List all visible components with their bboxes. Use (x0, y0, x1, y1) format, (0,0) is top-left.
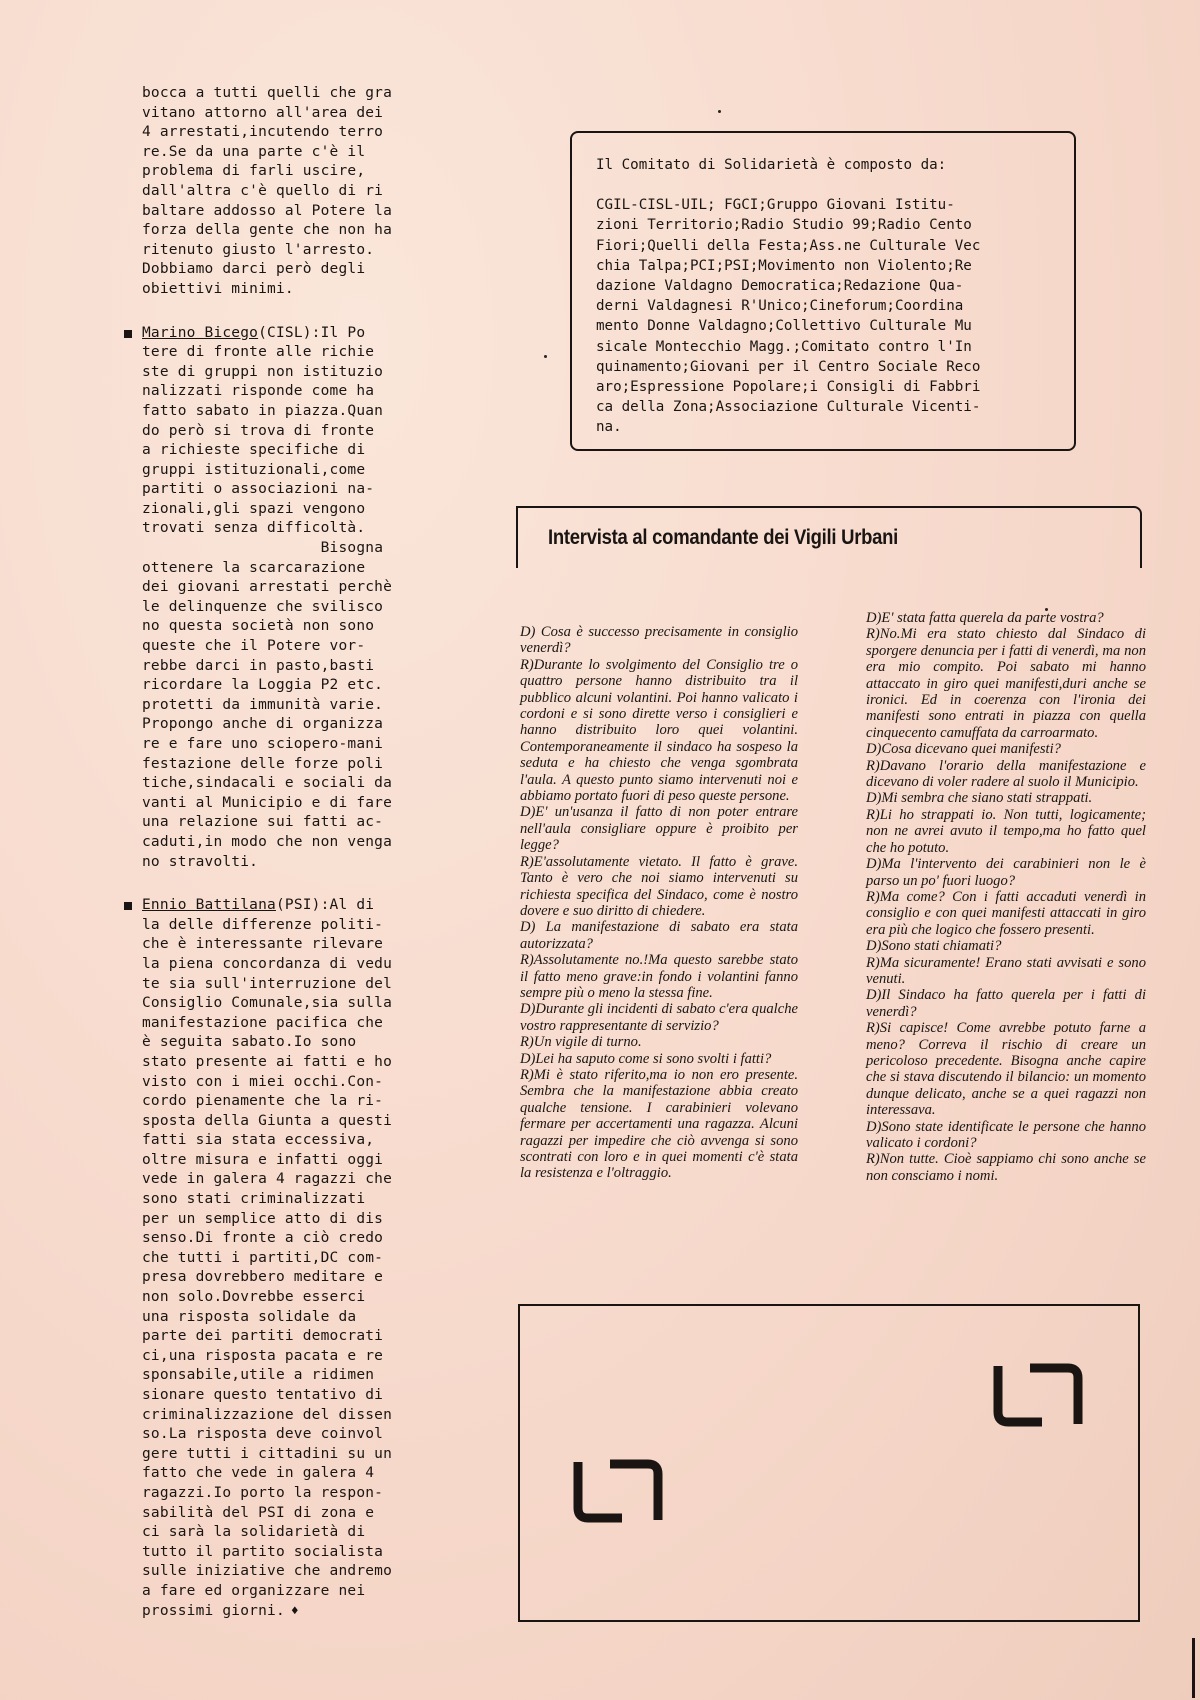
square-bullet-icon (124, 330, 132, 338)
committee-members: CGIL-CISL-UIL; FGCI;Gruppo Giovani Istitu- zioni Territorio;Radio Studio 99;Radio Cento Fiori;Quelli della Festa;Ass.ne Culturale Vec chia Talpa;PCI;PSI;Movimento non Violento;Re dazione Valdagno Democratica;Redazione Qua- derni Valdagnesi R'Unico;Cineforum;Coordina mento Donne Valdagno;Collettivo Culturale Mu sicale Montecchio Magg.;Comitato contro l'In quinamento;Giovani per il Centro Sociale Reco aro;Espressione Popolare;i Consigli di Fabbri ca della Zona;Associazione Culturale Vicenti- na. (596, 197, 981, 436)
speaker-text (142, 896, 430, 1621)
interview-line: D)Sono state identificate le persone che hanno valicato i cordoni? (866, 1118, 1146, 1151)
speaker-text (142, 324, 430, 873)
interview-line: R)E'assolutamente vietato. Il fatto è grave. Tanto è vero che noi siamo intervenuti su richiesta specifica del Sindaco, come è nostro dovere e suo diritto di chiedere. (520, 853, 798, 919)
interview-line: D)E' stata fatta querela da parte vostra? (866, 610, 1104, 626)
interview-line: D)Lei ha saputo come si sono svolti i fatti? (520, 1050, 772, 1067)
interview-header (516, 506, 1142, 568)
interview-right-column (866, 610, 1146, 1184)
interview-line: R)No.Mi era stato chiesto dal Sindaco di sporgere denuncia per i fatti di venerdì, ma non era mio compito. Poi sabato mi hanno attaccato in giro quei manifesti,duri anche se ironici. Ed in coerenza con l'ironia dei manifesti sono entrati in piazza con quella cinquecento camuffata da carroarmato. (866, 626, 1146, 741)
square-bullet-icon (124, 902, 132, 910)
intro-paragraph: bocca a tutti quelli che gra vitano attorno all'area dei 4 arrestati,incutendo terro re.Se da una parte c'è il problema di farli uscire, dall'altra c'è quello di ri baltare addosso al Potere la forza della gente che non ha ritenuto giusto l'arresto. Dobbiamo darci però degli obiettivi minimi. (142, 85, 393, 297)
interview-line: D)Sono stati chiamati? (866, 938, 1002, 955)
interview-line: D)Cosa dicevano quei manifesti? (866, 741, 1061, 758)
interview-line: R)Ma come? Con i fatti accaduti venerdì in consiglio e con quei manifesti attaccati in giro era più che logico che fossero presenti. (866, 888, 1146, 938)
speaker-bicego (110, 324, 430, 873)
print-speck (718, 110, 721, 113)
end-of-article-icon: ♦ (290, 1603, 299, 1619)
interview-line: R)Durante lo svolgimento del Consiglio tre o quattro persone hanno distribuito tra il pubblico alcuni volantini. Poi hanno valicato i cordoni e si sono dirette verso i consiglieri e hanno distribuito loro quei volantini. Contemporaneamente il sindaco ha sospeso la seduta e ha chiesto che venga sgombrata l'aula. A questo punto siamo intervenuti noi e abbiamo portato fuori di peso queste persone. (520, 656, 798, 805)
committee-box (570, 131, 1076, 451)
interview-line: R)Li ho strappati io. Non tutti, logicamente; non ne avrei avuto il tempo,ma ho fatto quel che ho potuto. (866, 806, 1146, 856)
interview-line: R)Si capisce! Come avrebbe potuto farne a meno? Correva il rischio di creare un pericoloso precedente. Bisogna anche capire che si stava discutendo il bilancio: un momento dunque delicato, anche se a quei ragazzi non interessava. (866, 1020, 1146, 1119)
speaker-statement: Al di la delle differenze politi- che è interessante rilevare la piena concordanza di vedu te sia sull'interruzione del Consiglio Comunale,sia sulla manifestazione pacifica che è seguita sabato.Io sono stato presente ai fatti e ho visto con i miei occhi.Con- cordo pienamente che la ri- sposta della Giunta a questi fatti sia stata eccessiva, oltre misura e infatti oggi vede in galera 4 ragazzi che sono stati criminalizzati per un semplice atto di dis senso.Di fronte a ciò credo che tutti i partiti,DC com- presa dovrebbero meditare e non solo.Dovrebbe esserci una risposta solidale da parte dei partiti democrati ci,una risposta pacata e re sponsabile,utile a ridimen sionare questo tentativo di criminalizzazione del dissen so.La risposta deve coinvol gere tutti i cittadini su un fatto che vede in galera 4 ragazzi.Io porto la respon- sabilità del PSI di zona e ci sarà la solidarietà di tutto il partito socialista sulle iniziative che andremo a fare ed organizzare nei prossimi giorni. (142, 897, 393, 1619)
stylized-logo-icon (990, 1360, 1086, 1430)
interview-left-column (520, 624, 798, 1182)
interview-line: D)Durante gli incidenti di sabato c'era qualche vostro rappresentante di servizio? (520, 1001, 798, 1034)
interview-line: R)Assolutamente no.!Ma questo sarebbe stato il fatto meno grave:in fondo i volantini fanno sempre più o meno la stessa fine. (520, 952, 798, 1001)
speaker-name: Ennio Battilana (142, 897, 276, 914)
speaker-name: Marino Bicego (142, 324, 259, 341)
interview-line: D) Cosa è successo precisamente in consiglio venerdì? (520, 624, 798, 657)
page-edge-rule (1192, 1638, 1195, 1698)
interview-line: D)E' un'usanza il fatto di non poter entrare nell'aula consigliare oppure è proibito per legge? (520, 804, 798, 854)
interview-line: R)Davano l'orario della manifestazione e dicevano di voler radere al suolo il Municipio. (866, 757, 1146, 791)
interview-line: D)Mi sembra che siano stati strappati. (866, 790, 1093, 807)
interview-line: D) La manifestazione di sabato era stata autorizzata? (520, 919, 798, 952)
speaker-battilana (110, 896, 430, 1621)
logo-box (518, 1304, 1140, 1622)
interview-line: R)Mi è stato riferito,ma io non ero presente. Sembra che la manifestazione abbia creato qualche tensione. I carabinieri volevano fermare per accertamenti una ragazza. Alcuni ragazzi per impedire che ciò avvenga si sono scontrati con loro e in quei momenti c'è stata la resistenza e l'oltraggio. (520, 1066, 798, 1182)
stylized-logo-icon (570, 1456, 666, 1526)
interview-title: Intervista al comandante dei Vigili Urbani (548, 526, 899, 549)
interview-line: R)Un vigile di turno. (520, 1034, 642, 1051)
print-speck (544, 355, 547, 358)
speaker-affiliation: (CISL): (258, 324, 321, 341)
speaker-statement: Il Po tere di fronte alle richie ste di gruppi non istituzio nalizzati risponde come ha fatto sabato in piazza.Quan do però si trova di fronte a richieste specifiche di gruppi istituzionali,come partiti o associazioni na- zionali,gli spazi vengono trovati senza difficoltà. Bisogna ottenere la scarcarazione dei giovani arrestati perchè le delinquenze che svilisco no questa società non sono queste che il Potere vor- rebbe darci in pasto,basti ricordare la Loggia P2 etc. protetti da immunità varie. Propongo anche di organizza re e fare uno sciopero-mani festazione delle forze poli tiche,sindacali e sociali da vanti al Municipio e di fare una relazione sui fatti ac- caduti,in modo che non venga no stravolti. (142, 324, 393, 870)
interview-line: D)Il Sindaco ha fatto querela per i fatti di venerdì? (866, 987, 1146, 1020)
interview-line: D)Ma l'intervento dei carabinieri non le è parso un po' fuori luogo? (866, 856, 1146, 889)
interview-line: R)Ma sicuramente! Erano stati avvisati e sono venuti. (866, 954, 1146, 987)
committee-title: Il Comitato di Solidarietà è composto da: (596, 157, 947, 173)
speaker-affiliation: (PSI): (275, 897, 330, 914)
left-typewritten-column (110, 84, 430, 1621)
interview-line: R)Non tutte. Cioè sappiamo chi sono anche se non consciamo i nomi. (866, 1151, 1146, 1184)
